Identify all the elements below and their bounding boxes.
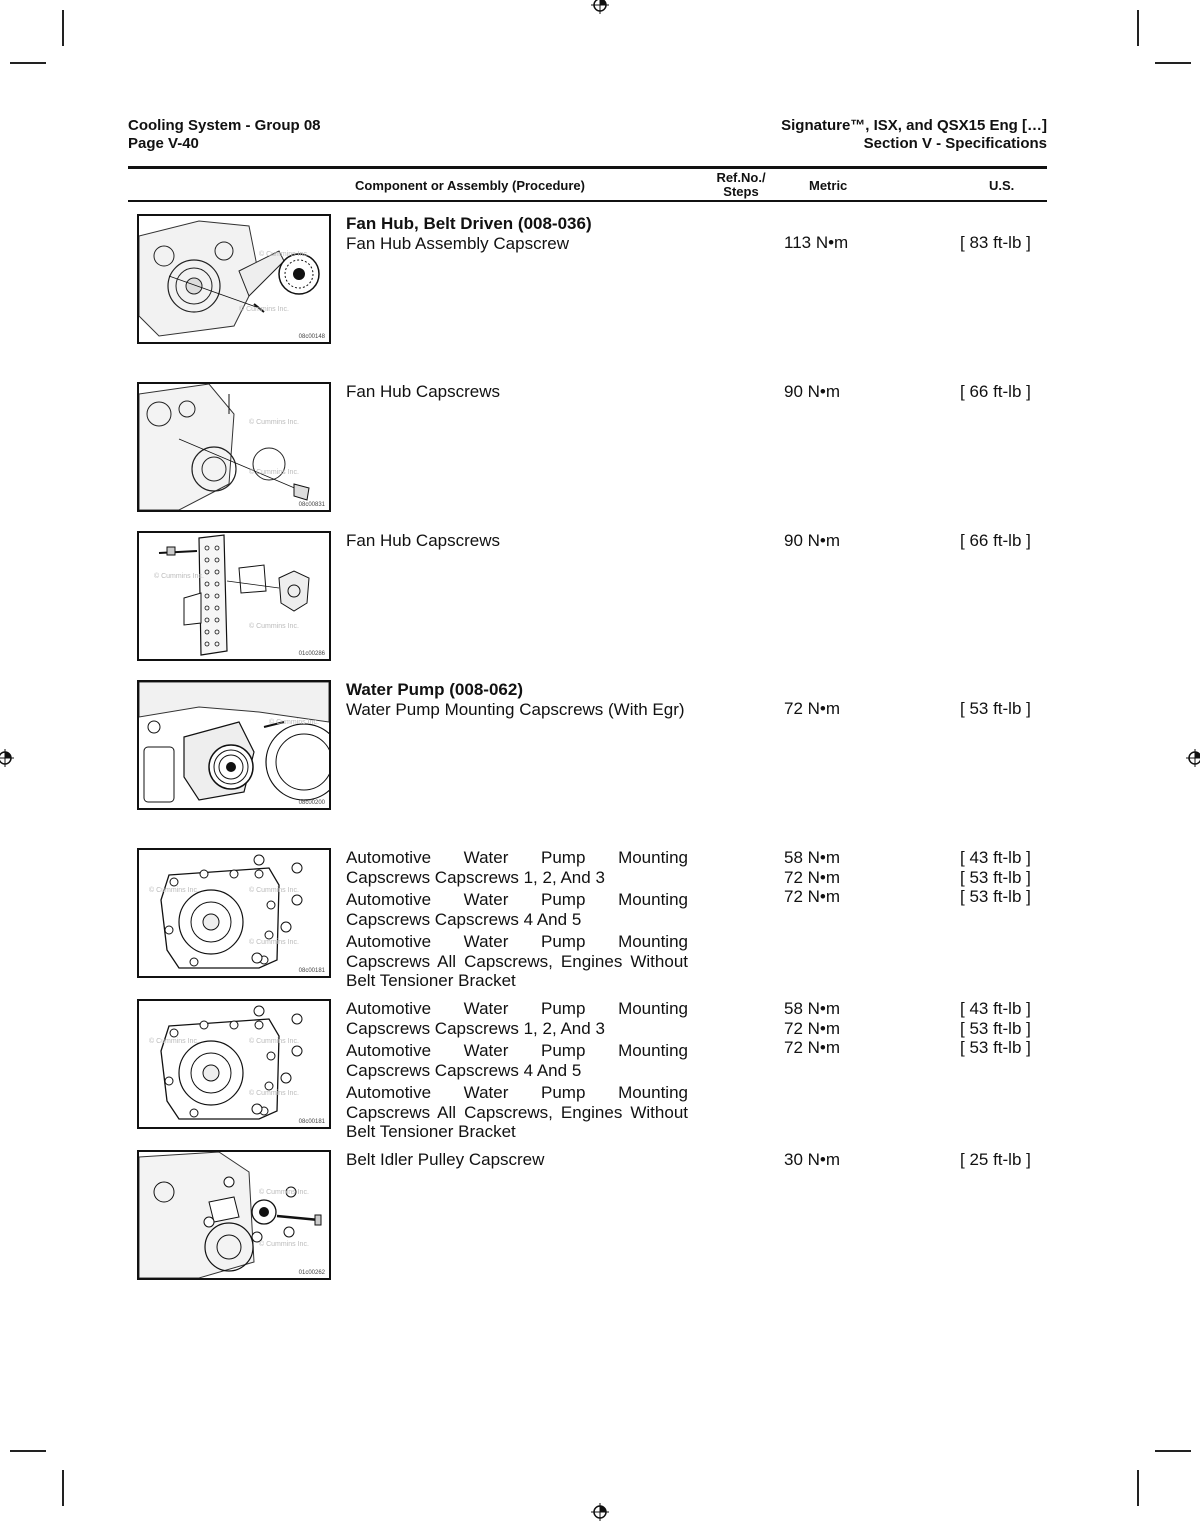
- figure-fan-hub-bracket: [137, 531, 331, 661]
- metric-value: 90 N•m: [784, 531, 841, 550]
- watermark-text: © Cummins Inc.: [249, 1038, 299, 1045]
- registration-mark-icon: [0, 749, 14, 767]
- column-header-rule: [128, 200, 1047, 202]
- metric-cell: [784, 699, 904, 719]
- figure-id: 08c00831: [298, 502, 325, 508]
- col-header-refno-line1: Ref.No./: [716, 170, 766, 185]
- watermark-text: © Cummins Inc.: [259, 1241, 309, 1248]
- metric-value: 58 N•m: [784, 848, 841, 867]
- col-header-component: Component or Assembly (Procedure): [355, 178, 585, 193]
- figure-id: 08c00200: [298, 800, 325, 806]
- us-value: [ 53 ft-lb ]: [960, 887, 1031, 906]
- figure-water-pump-capscrew-sequence: [137, 848, 331, 978]
- watermark-text: © Cummins Inc.: [154, 573, 204, 580]
- component-cell: [346, 1150, 688, 1170]
- us-value: [ 53 ft-lb ]: [960, 1018, 1031, 1038]
- metric-cell: [784, 999, 904, 1058]
- page-number: Page V-40: [128, 135, 199, 152]
- metric-value: 72 N•m: [784, 867, 841, 887]
- us-value: [ 53 ft-lb ]: [960, 699, 1031, 718]
- us-cell: [960, 999, 1050, 1058]
- section-title: Cooling System - Group 08: [128, 117, 321, 134]
- watermark-text: © Cummins Inc.: [259, 251, 309, 258]
- section-name: Section V - Specifications: [863, 135, 1047, 152]
- us-value: [ 43 ft-lb ]: [960, 848, 1031, 867]
- figure-fan-hub-capscrews: [137, 382, 331, 512]
- metric-cell: [784, 848, 904, 907]
- component-item: Fan Hub Capscrews: [346, 531, 501, 550]
- figure-water-pump-capscrew-sequence: [137, 999, 331, 1129]
- col-header-metric: Metric: [809, 178, 848, 193]
- registration-mark-icon: [1186, 749, 1200, 767]
- watermark-text: © Cummins Inc.: [149, 887, 199, 894]
- col-header-refno-line2: Steps: [723, 184, 759, 199]
- crop-mark: [62, 1470, 64, 1506]
- page-header-right: [781, 117, 1047, 153]
- component-item: Automotive Water Pump Mounting Capscrews Capscrews 4 And 5: [346, 1041, 688, 1080]
- watermark-text: © Cummins Inc.: [249, 469, 299, 476]
- procedure-title: Fan Hub, Belt Driven (008-036): [346, 214, 592, 233]
- watermark-text: © Cummins Inc.: [249, 623, 299, 630]
- metric-cell: [784, 531, 904, 551]
- us-value: [ 25 ft-lb ]: [960, 1150, 1031, 1169]
- metric-value: 72 N•m: [784, 699, 841, 718]
- metric-cell: [784, 233, 904, 253]
- component-item: Fan Hub Capscrews: [346, 382, 501, 401]
- us-value: [ 43 ft-lb ]: [960, 999, 1031, 1018]
- metric-value: 72 N•m: [784, 1038, 841, 1057]
- component-item: Fan Hub Assembly Capscrew: [346, 233, 569, 253]
- metric-value: 90 N•m: [784, 382, 841, 401]
- figure-fan-hub-belt-driven: [137, 214, 331, 344]
- watermark-text: © Cummins Inc.: [249, 887, 299, 894]
- page-header-left: [128, 117, 321, 153]
- metric-cell: [784, 382, 904, 402]
- us-cell: [960, 699, 1050, 719]
- figure-water-pump: [137, 680, 331, 810]
- component-item: Automotive Water Pump Mounting Capscrews Capscrews 1, 2, And 3: [346, 999, 688, 1038]
- crop-mark: [1155, 62, 1191, 64]
- metric-value: 58 N•m: [784, 999, 841, 1018]
- figure-id: 08c00181: [298, 968, 325, 974]
- component-cell: [346, 680, 688, 719]
- header-rule: [128, 166, 1047, 169]
- component-item: Automotive Water Pump Mounting Capscrews All Capscrews, Engines Without Belt Tensioner Bracket: [346, 932, 688, 990]
- manual-title: Signature™, ISX, and QSX15 Eng […]: [781, 117, 1047, 134]
- us-cell: [960, 1150, 1050, 1170]
- figure-id: 01c00262: [298, 1270, 325, 1276]
- us-value: [ 66 ft-lb ]: [960, 382, 1031, 401]
- us-value: [ 53 ft-lb ]: [960, 867, 1031, 887]
- figure-id: 01c00286: [298, 651, 325, 657]
- watermark-text: © Cummins Inc.: [149, 1038, 199, 1045]
- crop-mark: [1155, 1450, 1191, 1452]
- col-header-us: U.S.: [989, 178, 1015, 193]
- figure-belt-idler-pulley: [137, 1150, 331, 1280]
- metric-value: 113 N•m: [784, 233, 849, 252]
- col-header-refno: [706, 171, 776, 199]
- registration-mark-icon: [591, 1503, 609, 1521]
- crop-mark: [62, 10, 64, 46]
- us-value: [ 83 ft-lb ]: [960, 233, 1031, 252]
- registration-mark-icon: [591, 0, 609, 14]
- us-cell: [960, 382, 1050, 402]
- component-cell: [346, 999, 688, 1145]
- component-cell: [346, 848, 688, 994]
- component-item: Water Pump Mounting Capscrews (With Egr): [346, 699, 685, 719]
- metric-value: 72 N•m: [784, 1018, 841, 1038]
- watermark-text: © Cummins Inc.: [239, 306, 289, 313]
- figure-id: 08c00148: [298, 334, 325, 340]
- watermark-text: © Cummins Inc.: [259, 1189, 309, 1196]
- procedure-title: Water Pump (008-062): [346, 680, 523, 699]
- figure-id: 08c00181: [298, 1119, 325, 1125]
- us-cell: [960, 233, 1050, 253]
- crop-mark: [1137, 10, 1139, 46]
- us-cell: [960, 531, 1050, 551]
- component-cell: [346, 382, 688, 402]
- crop-mark: [10, 1450, 46, 1452]
- us-cell: [960, 848, 1050, 907]
- watermark-text: © Cummins Inc.: [249, 419, 299, 426]
- watermark-text: © Cummins Inc.: [269, 719, 319, 726]
- component-item: Automotive Water Pump Mounting Capscrews Capscrews 1, 2, And 3: [346, 848, 688, 887]
- watermark-text: © Cummins Inc.: [249, 939, 299, 946]
- us-value: [ 66 ft-lb ]: [960, 531, 1031, 550]
- metric-value: 30 N•m: [784, 1150, 841, 1169]
- component-cell: [346, 214, 688, 253]
- crop-mark: [10, 62, 46, 64]
- component-cell: [346, 531, 688, 551]
- component-item: Belt Idler Pulley Capscrew: [346, 1150, 545, 1169]
- component-item: Automotive Water Pump Mounting Capscrews All Capscrews, Engines Without Belt Tensioner Bracket: [346, 1083, 688, 1141]
- metric-value: 72 N•m: [784, 887, 841, 906]
- us-value: [ 53 ft-lb ]: [960, 1038, 1031, 1057]
- metric-cell: [784, 1150, 904, 1170]
- crop-mark: [1137, 1470, 1139, 1506]
- component-item: Automotive Water Pump Mounting Capscrews Capscrews 4 And 5: [346, 890, 688, 929]
- watermark-text: © Cummins Inc.: [249, 1090, 299, 1097]
